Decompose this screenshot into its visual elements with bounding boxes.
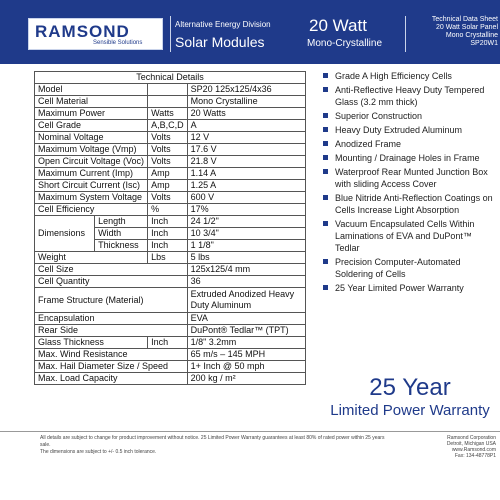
row-label: Short Circuit Current (Isc) <box>35 180 148 192</box>
division-title: Alternative Energy Division <box>175 20 271 29</box>
feature-item <box>322 110 498 122</box>
row-value: 125x125/4 mm <box>187 264 305 276</box>
warranty-text: Limited Power Warranty <box>330 402 490 419</box>
table-row <box>35 349 306 361</box>
row-unit: Amp <box>148 180 188 192</box>
row-value: 65 m/s – 145 MPH <box>187 349 305 361</box>
row-value: 1 1/8" <box>187 240 305 252</box>
row-label: Encapsulation <box>35 313 188 325</box>
warranty-years: 25 Year <box>369 374 451 401</box>
row-label: Nominal Voltage <box>35 132 148 144</box>
row-value: Extruded Anodized Heavy Duty Aluminum <box>187 288 305 313</box>
row-value: 36 <box>187 276 305 288</box>
row-unit: Inch <box>148 240 188 252</box>
address-line: www.Ramsond.com <box>451 447 496 453</box>
tech-sheet-line: 20 Watt Solar Panel <box>436 24 498 31</box>
feature-text: 25 Year Limited Power Warranty <box>335 283 464 293</box>
row-value: 1/8" 3.2mm <box>187 337 305 349</box>
watt-title: 20 Watt <box>309 16 367 35</box>
feature-text: Vacuum Encapsulated Cells Within Laminations of EVA and DuPont™ Tedlar <box>335 219 475 253</box>
row-unit: Amp <box>148 168 188 180</box>
row-unit: Volts <box>148 132 188 144</box>
row-value: 1.25 A <box>187 180 305 192</box>
row-value: A <box>187 120 305 132</box>
row-label: Open Circuit Voltage (Voc) <box>35 156 148 168</box>
table-row <box>35 204 306 216</box>
row-label: Maximum Voltage (Vmp) <box>35 144 148 156</box>
square-bullet-icon <box>323 169 328 174</box>
row-value: DuPont® Tedlar™ (TPT) <box>187 325 305 337</box>
row-label: Weight <box>35 252 148 264</box>
row-label: Cell Material <box>35 96 148 108</box>
row-label: Cell Quantity <box>35 276 188 288</box>
row-unit <box>148 96 188 108</box>
feature-item <box>322 192 498 216</box>
row-value: 200 kg / m² <box>187 373 305 385</box>
table-row <box>35 216 306 228</box>
table-row <box>35 361 306 373</box>
table-row <box>35 252 306 264</box>
square-bullet-icon <box>323 73 328 78</box>
square-bullet-icon <box>323 285 328 290</box>
row-label: Rear Side <box>35 325 188 337</box>
table-row <box>35 288 306 313</box>
footer-note: All details are subject to change for product improvement without notice. 25 Limited Power Warranty guarantees at least 80% of rated power within 25 years sale. <box>40 435 385 448</box>
product-line: Solar Modules <box>175 34 265 50</box>
row-label: Cell Grade <box>35 120 148 132</box>
feature-item <box>322 70 498 82</box>
feature-text: Anodized Frame <box>335 139 402 149</box>
table-row <box>35 373 306 385</box>
square-bullet-icon <box>323 127 328 132</box>
table-row <box>35 156 306 168</box>
feature-item <box>322 166 498 190</box>
table-title: Technical Details <box>35 72 306 84</box>
square-bullet-icon <box>323 195 328 200</box>
feature-text: Mounting / Drainage Holes in Frame <box>335 153 480 163</box>
address-line: Detroit, Michigan USA <box>446 441 496 447</box>
row-unit: Inch <box>148 216 188 228</box>
footer-note: The dimensions are subject to +/- 0.5 inch tolerance. <box>40 449 157 455</box>
feature-text: Waterproof Rear Munted Junction Box with sliding Access Cover <box>335 167 488 189</box>
feature-item <box>322 282 498 294</box>
table-row <box>35 120 306 132</box>
row-unit: Volts <box>148 192 188 204</box>
row-unit: Inch <box>148 228 188 240</box>
row-value: 21.8 V <box>187 156 305 168</box>
table-row <box>35 276 306 288</box>
feature-item <box>322 138 498 150</box>
table-row <box>35 325 306 337</box>
row-unit: Lbs <box>148 252 188 264</box>
row-label: Max. Load Capacity <box>35 373 188 385</box>
table-row <box>35 144 306 156</box>
square-bullet-icon <box>323 155 328 160</box>
ramsond-logo <box>28 18 163 50</box>
table-row <box>35 313 306 325</box>
header-divider <box>405 16 406 52</box>
row-value: 1.14 A <box>187 168 305 180</box>
feature-list <box>322 70 498 296</box>
logo-tagline: Sensible Solutions <box>93 40 143 46</box>
row-value: 10 3/4" <box>187 228 305 240</box>
feature-text: Grade A High Efficiency Cells <box>335 71 452 81</box>
tech-sheet-label <box>408 16 498 48</box>
table-row <box>35 84 306 96</box>
feature-item <box>322 84 498 108</box>
feature-text: Superior Construction <box>335 111 423 121</box>
row-value: 600 V <box>187 192 305 204</box>
footer-divider <box>0 431 500 432</box>
dimensions-label: Dimensions <box>35 216 95 252</box>
address-line: Fax: 134-48778P1 <box>454 453 496 459</box>
square-bullet-icon <box>323 259 328 264</box>
tech-sheet-line: Mono Crystalline <box>445 32 498 39</box>
row-value: Mono Crystalline <box>187 96 305 108</box>
row-value: SP20 125x125/4x36 <box>187 84 305 96</box>
technical-details-table <box>34 71 306 385</box>
square-bullet-icon <box>323 221 328 226</box>
feature-text: Precision Computer-Automated Soldering of Cells <box>335 257 461 279</box>
table-row <box>35 96 306 108</box>
row-label: Maximum Power <box>35 108 148 120</box>
table-title-row <box>35 72 306 84</box>
watt-subtitle: Mono-Crystalline <box>307 38 383 49</box>
row-value: 17.6 V <box>187 144 305 156</box>
table-row <box>35 337 306 349</box>
square-bullet-icon <box>323 113 328 118</box>
tech-sheet-line: SP20W1 <box>470 40 498 47</box>
dimension-sub: Thickness <box>95 240 148 252</box>
logo-text: RAMSOND <box>35 22 130 41</box>
feature-item <box>322 218 498 254</box>
row-label: Maximum System Voltage <box>35 192 148 204</box>
square-bullet-icon <box>323 87 328 92</box>
row-unit: A,B,C,D <box>148 120 188 132</box>
row-unit <box>148 84 188 96</box>
row-label: Cell Size <box>35 264 188 276</box>
row-value: 5 lbs <box>187 252 305 264</box>
header-banner <box>0 0 500 64</box>
row-value: EVA <box>187 313 305 325</box>
row-unit: Inch <box>148 337 188 349</box>
row-label: Max. Wind Resistance <box>35 349 188 361</box>
row-value: 24 1/2" <box>187 216 305 228</box>
square-bullet-icon <box>323 141 328 146</box>
row-value: 12 V <box>187 132 305 144</box>
feature-item <box>322 152 498 164</box>
row-label: Frame Structure (Material) <box>35 288 188 313</box>
row-value: 17% <box>187 204 305 216</box>
footer-address <box>418 435 496 459</box>
feature-text: Blue Nitride Anti-Reflection Coatings on Cells Increase Light Absorption <box>335 193 493 215</box>
table-row <box>35 180 306 192</box>
feature-text: Heavy Duty Extruded Aluminum <box>335 125 463 135</box>
row-unit: Volts <box>148 156 188 168</box>
row-label: Maximum Current (Imp) <box>35 168 148 180</box>
row-label: Model <box>35 84 148 96</box>
feature-item <box>322 124 498 136</box>
row-label: Max. Hail Diameter Size / Speed <box>35 361 188 373</box>
table-row <box>35 192 306 204</box>
row-unit: % <box>148 204 188 216</box>
dimension-sub: Width <box>95 228 148 240</box>
feature-item <box>322 256 498 280</box>
table-row <box>35 264 306 276</box>
address-line: Ramsond Corporation <box>447 435 496 441</box>
dimension-sub: Length <box>95 216 148 228</box>
table-row <box>35 168 306 180</box>
row-unit: Watts <box>148 108 188 120</box>
tech-sheet-line: Technical Data Sheet <box>431 16 498 23</box>
table-row <box>35 132 306 144</box>
row-label: Cell Efficiency <box>35 204 148 216</box>
row-label: Glass Thickness <box>35 337 148 349</box>
feature-text: Anti-Reflective Heavy Duty Tempered Glass (3.2 mm thick) <box>335 85 485 107</box>
footer-notes <box>40 435 390 456</box>
row-value: 20 Watts <box>187 108 305 120</box>
row-value: 1+ Inch @ 50 mph <box>187 361 305 373</box>
table-row <box>35 108 306 120</box>
header-divider <box>170 16 171 52</box>
row-unit: Volts <box>148 144 188 156</box>
